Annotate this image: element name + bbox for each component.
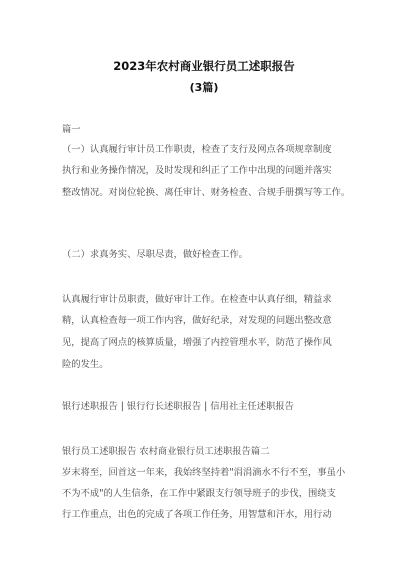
section-heading-part-one: 篇一: [62, 124, 81, 135]
paragraph-line: （一）认真履行审计员工作职责，检查了支行及网点各项规章制度: [62, 144, 332, 155]
document-subtitle: (3篇): [189, 81, 219, 94]
document-title: 2023年农村商业银行员工述职报告: [113, 59, 295, 73]
related-links-line[interactable]: 银行述职报告 | 银行行长述职报告 | 信用社主任述职报告: [62, 401, 294, 412]
section-heading-part-two: 银行员工述职报告 农村商业银行员工述职报告篇二: [62, 446, 270, 457]
paragraph-line: 认真履行审计员职责，做好审计工作。在检查中认真仔细，精益求: [62, 294, 332, 305]
paragraph-line: 险的发生。: [62, 359, 109, 370]
paragraph-line: 执行和业务操作情况，及时发现和纠正了工作中出现的问题并落实: [62, 165, 332, 176]
paragraph-line: 岁末将至，回首这一年来，我始终坚持着"涓涓滴水不行不至，事虽小: [62, 467, 346, 478]
paragraph-line: 行工作重点，出色的完成了各项工作任务，用智慧和汗水，用行动: [62, 509, 332, 520]
paragraph-line: 精，认真检查每一项工作内容，做好纪录，对发现的问题出整改意: [62, 315, 332, 326]
paragraph-line: 不为不成"的人生信条，在工作中紧跟支行领导班子的步伐，围绕支: [62, 488, 336, 499]
paragraph-line: 整改情况。对岗位轮换、离任审计、财务检查、合规手册撰写等工作。: [62, 187, 351, 198]
paragraph-line: （二）求真务实、尽职尽责，做好检查工作。: [62, 249, 248, 260]
paragraph-line: 见，提高了网点的核算质量，增强了内控管理水平，防范了操作风: [62, 337, 332, 348]
